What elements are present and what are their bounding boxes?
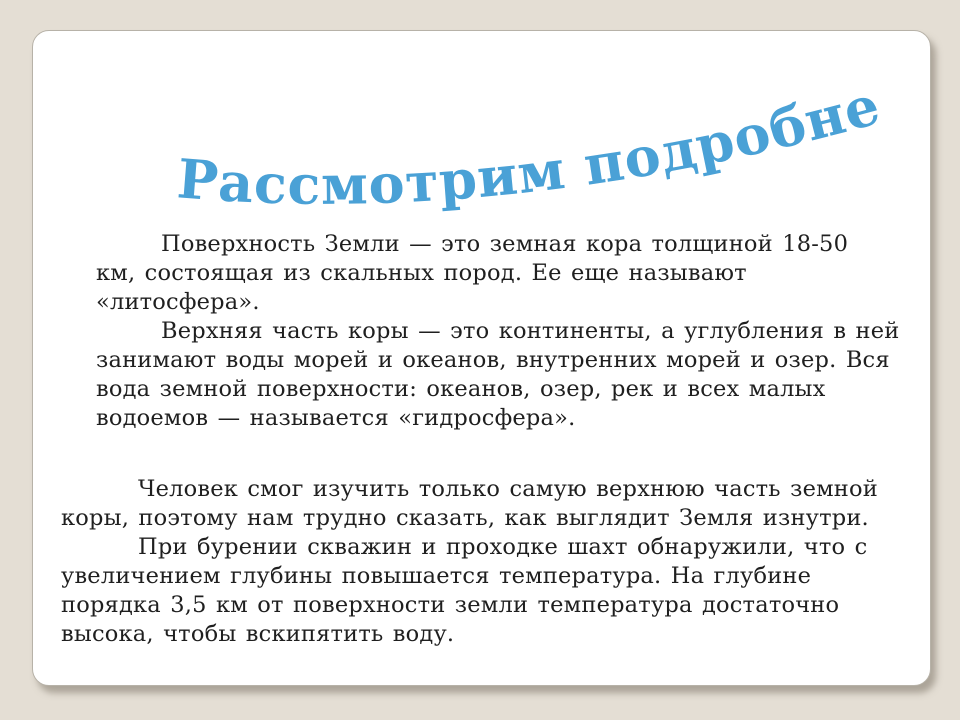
text-line: коры, поэтому нам трудно сказать, как выглядит Земля изнутри. bbox=[61, 505, 869, 531]
slide-card bbox=[32, 30, 931, 686]
slide-title-textpath: Рассмотрим подробнее bbox=[148, 34, 888, 217]
paragraph-crust-study bbox=[61, 475, 916, 533]
text-line: водоемов — называется «гидросфера». bbox=[96, 405, 576, 431]
text-line: Человек смог изучить только самую верхнюю часть земной bbox=[138, 476, 878, 502]
text-line: увеличением глубины повышается температура. На глубине bbox=[61, 563, 812, 589]
paragraph-temperature-depth bbox=[61, 533, 916, 649]
detail-text-block bbox=[61, 475, 916, 649]
intro-text-block bbox=[96, 230, 900, 433]
text-line: Поверхность Земли — это земная кора толщиной 18-50 bbox=[161, 231, 849, 257]
text-line: Верхняя часть коры — это континенты, а углубления в ней bbox=[161, 318, 900, 344]
text-line: «литосфера». bbox=[96, 289, 260, 315]
paragraph-lithosphere bbox=[96, 230, 896, 317]
text-line: высока, чтобы вскипятить воду. bbox=[61, 621, 455, 647]
slide-title-text bbox=[148, 34, 887, 217]
text-line: При бурении скважин и проходке шахт обнаружили, что с bbox=[138, 534, 868, 560]
text-line: вода земной поверхности: океанов, озер, рек и всех малых bbox=[96, 376, 826, 402]
text-line: порядка 3,5 км от поверхности земли температура достаточно bbox=[61, 592, 840, 618]
paragraph-hydrosphere bbox=[96, 317, 900, 433]
text-line: км, состоящая из скальных пород. Ее еще называют bbox=[96, 260, 747, 286]
text-line: занимают воды морей и океанов, внутренних морей и озер. Вся bbox=[96, 347, 890, 373]
